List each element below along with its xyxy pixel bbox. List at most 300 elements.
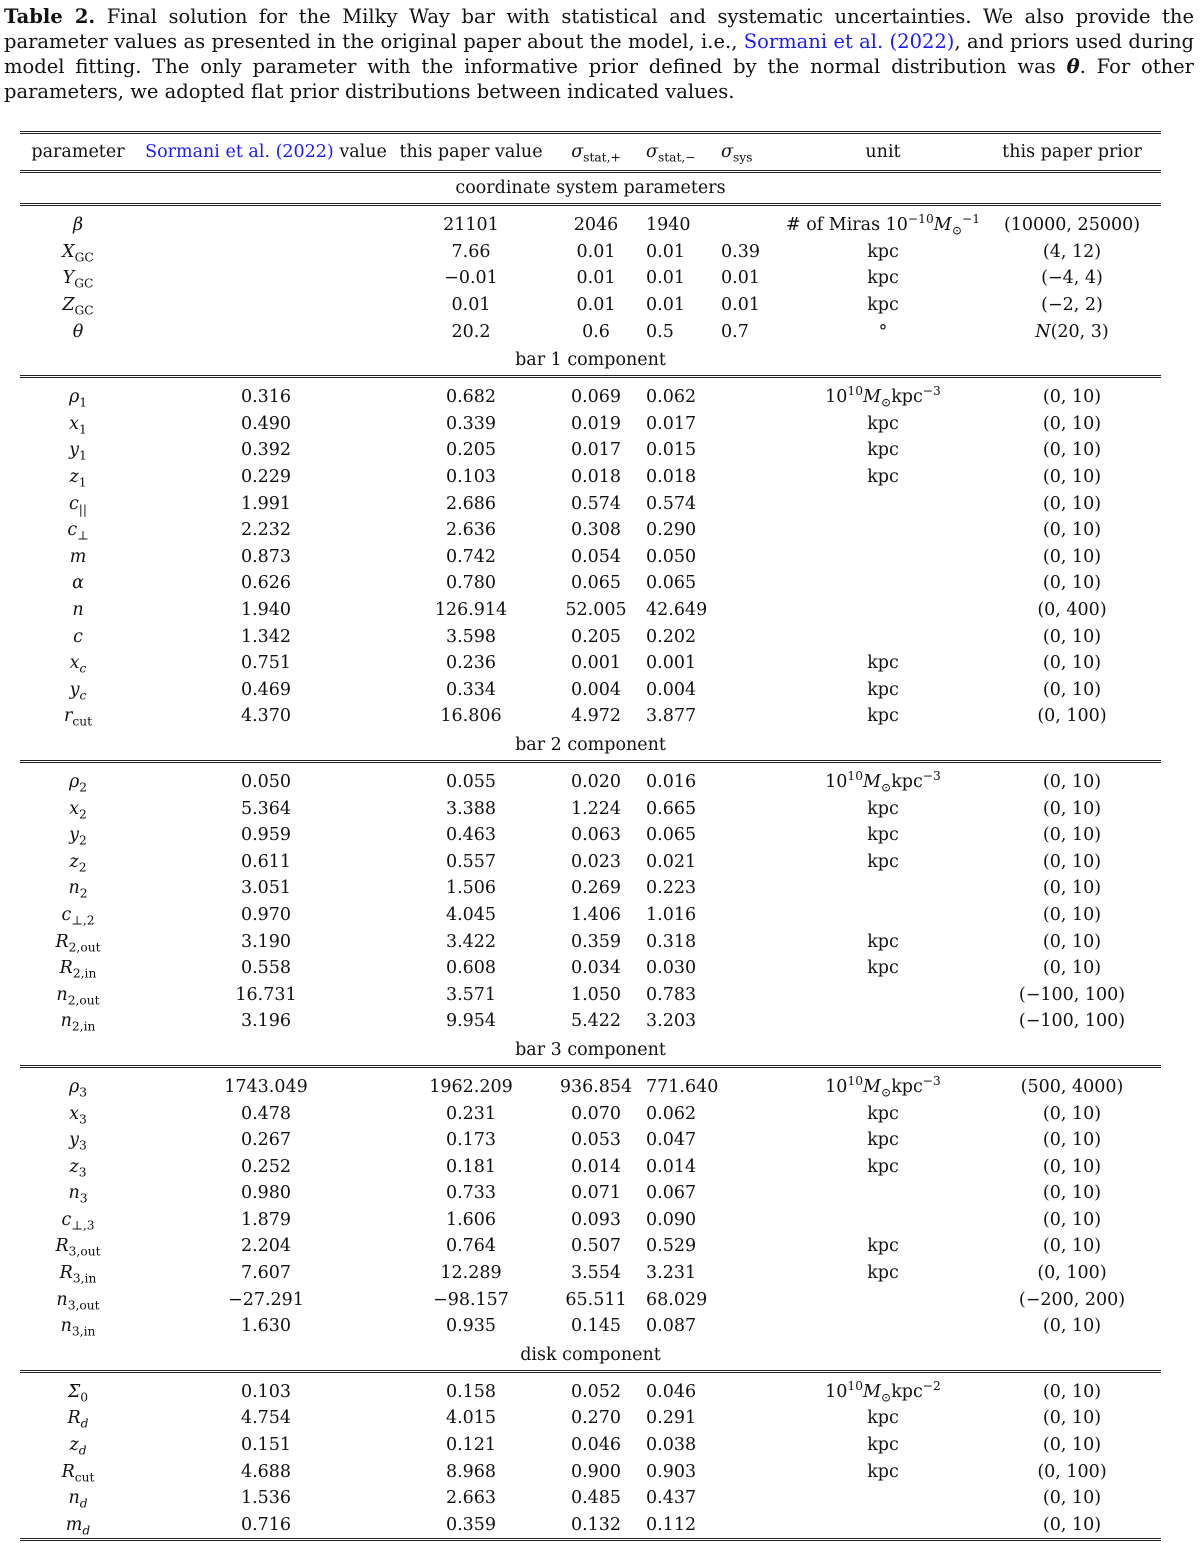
sigma-sys-cell [721, 1405, 783, 1432]
sigma-plus-cell: 52.005 [565, 600, 627, 621]
param-cell: $y_1$ [69, 440, 87, 463]
this-value-cell: 7.66 [451, 241, 491, 262]
sigma-sys-cell [721, 1008, 783, 1035]
sigma-sys-cell [721, 703, 783, 730]
sigma-sys-cell [721, 955, 783, 982]
table-row [20, 650, 1161, 677]
unit-cell: $10^{10}M_⊙kpc^{-3}$ [825, 769, 941, 795]
sigma-minus-cell: 0.046 [646, 1381, 697, 1402]
prior-cell: (0, 10) [1042, 958, 1102, 979]
unit-cell [783, 1008, 983, 1035]
sigma-sys-cell [721, 1432, 783, 1459]
param-cell: $r_{cut}$ [63, 706, 93, 729]
sormani-value-cell: 0.151 [240, 1435, 292, 1456]
sormani-value-cell: 1743.049 [224, 1076, 308, 1097]
param-cell: c [73, 626, 83, 647]
prior-cell: (0, 10) [1042, 1408, 1102, 1429]
sigma-minus-cell: 0.202 [646, 626, 697, 647]
table-row [20, 981, 1161, 1008]
sigma-minus-cell: 0.017 [646, 413, 697, 434]
param-cell: θ [72, 321, 84, 342]
sigma-plus-cell: 0.01 [576, 295, 616, 316]
prior-cell: (−2, 2) [1041, 295, 1103, 316]
table-row [20, 265, 1161, 292]
unit-cell: kpc [867, 851, 899, 872]
section-header [20, 730, 1161, 762]
header-sigma-sys: $\sigma_{sys}$ [721, 133, 783, 172]
table-body [20, 172, 1161, 1540]
prior-cell: (0, 10) [1042, 1156, 1102, 1177]
this-value-cell: 0.463 [445, 825, 497, 846]
table-row [20, 1180, 1161, 1207]
table-caption [4, 4, 1194, 104]
this-value-cell: 126.914 [434, 600, 508, 621]
this-value-cell: 0.733 [445, 1183, 497, 1204]
sigma-sys-cell [721, 1485, 783, 1512]
sigma-minus-cell: 1.016 [646, 904, 697, 925]
table-row [20, 1485, 1161, 1512]
prior-cell: (0, 100) [1037, 1263, 1107, 1284]
sormani-value-cell: 4.688 [240, 1461, 292, 1482]
sormani-value-cell [136, 318, 396, 345]
sigma-minus-cell: 0.038 [646, 1435, 697, 1456]
unit-cell: kpc [867, 295, 899, 316]
this-value-cell: 0.764 [445, 1236, 497, 1257]
sigma-plus-cell: 0.017 [570, 440, 622, 461]
param-cell: β [72, 215, 84, 236]
sigma-minus-cell: 0.015 [646, 440, 697, 461]
sigma-plus-cell: 65.511 [565, 1289, 627, 1310]
sormani-value-cell: 0.970 [240, 904, 292, 925]
sigma-minus-cell: 0.067 [646, 1183, 697, 1204]
this-value-cell: 21101 [443, 215, 499, 236]
this-value-cell: 0.055 [445, 771, 497, 792]
param-cell: $R_{cut}$ [61, 1461, 95, 1485]
sigma-minus-cell: 0.223 [646, 878, 697, 899]
param-cell: $z_1$ [69, 467, 87, 490]
table-row [20, 761, 1161, 795]
this-value-cell: 2.663 [445, 1488, 497, 1509]
unit-cell [783, 981, 983, 1008]
this-value-cell: 1962.209 [429, 1076, 513, 1097]
sigma-sys-cell: 0.01 [721, 295, 760, 316]
sormani-value-cell: 0.873 [240, 546, 292, 567]
sigma-plus-cell: 0.052 [570, 1381, 622, 1402]
sigma-sys-cell [721, 677, 783, 704]
sigma-plus-cell: 0.359 [570, 931, 622, 952]
sigma-plus-cell: 0.574 [570, 493, 622, 514]
prior-cell: (0, 10) [1042, 771, 1102, 792]
table-header-row [20, 133, 1161, 172]
unit-cell [783, 902, 983, 929]
param-cell: $R_{2,in}$ [59, 958, 97, 981]
unit-cell: kpc [867, 1103, 899, 1124]
table-row [20, 292, 1161, 319]
table-row [20, 677, 1161, 704]
param-cell: $c_{\perp,3}$ [61, 1209, 95, 1233]
sigma-plus-cell: 0.308 [570, 520, 622, 541]
sigma-plus-cell: 4.972 [570, 706, 622, 727]
sigma-minus-cell: 0.01 [646, 268, 685, 289]
unit-cell: kpc [867, 706, 899, 727]
sigma-sys-cell [721, 928, 783, 955]
sigma-minus-cell: 0.090 [646, 1209, 697, 1230]
sigma-minus-cell: 0.783 [646, 984, 697, 1005]
param-cell: $n_2$ [68, 878, 88, 901]
prior-cell: N(20, 3) [1035, 321, 1109, 342]
sigma-sys-cell [721, 623, 783, 650]
header-sigma-plus: $\sigma_{stat,+}$ [546, 133, 646, 172]
param-cell: $R_{3,in}$ [59, 1263, 97, 1286]
sigma-plus-cell: 0.001 [570, 653, 622, 674]
param-cell: $x_c$ [69, 653, 87, 676]
this-value-cell: 0.01 [451, 295, 491, 316]
table-row [20, 376, 1161, 410]
section-title: bar 1 component [20, 345, 1161, 377]
sigma-plus-cell: 0.020 [570, 771, 622, 792]
param-cell: $y_2$ [69, 825, 87, 848]
table-row [20, 1008, 1161, 1035]
param-cell: $z_2$ [69, 851, 87, 875]
header-sormani-suffix: value [333, 142, 387, 162]
sigma-plus-cell: 936.854 [559, 1076, 633, 1097]
sormani-value-cell: 1.940 [240, 600, 292, 621]
this-value-cell: 0.173 [445, 1130, 497, 1151]
table-row [20, 1432, 1161, 1459]
sigma-sys-cell [721, 1066, 783, 1100]
table-label: Table 2. [4, 5, 96, 28]
param-cell: $x_2$ [69, 798, 87, 822]
prior-cell: (0, 10) [1042, 931, 1102, 952]
this-value-cell: 0.121 [445, 1435, 497, 1456]
prior-cell: (0, 10) [1042, 520, 1102, 541]
table-row [20, 205, 1161, 239]
prior-cell: (0, 10) [1042, 1130, 1102, 1151]
this-value-cell: 12.289 [440, 1263, 502, 1284]
sigma-plus-cell: 0.6 [582, 321, 610, 342]
table-row [20, 570, 1161, 597]
param-cell: $\rho_1$ [68, 387, 88, 410]
unit-cell [783, 544, 983, 571]
sigma-minus-cell: 1940 [646, 215, 691, 236]
unit-cell [783, 597, 983, 624]
sigma-plus-cell: 0.018 [570, 467, 622, 488]
sormani-value-cell: 4.754 [240, 1408, 292, 1429]
sigma-minus-cell: 0.062 [646, 1103, 697, 1124]
sigma-plus-cell: 0.132 [570, 1514, 622, 1535]
this-value-cell: 0.608 [445, 958, 497, 979]
param-cell: $n_d$ [68, 1488, 88, 1511]
unit-cell: kpc [867, 679, 899, 700]
citation-link[interactable]: Sormani et al. (2022) [743, 30, 955, 53]
this-value-cell: 0.236 [445, 653, 497, 674]
unit-cell [783, 875, 983, 902]
sigma-minus-cell: 3.203 [646, 1011, 697, 1032]
param-cell: $n_3$ [68, 1183, 88, 1206]
header-prior: this paper prior [983, 133, 1161, 172]
table-row [20, 1207, 1161, 1234]
sormani-value-cell: −27.291 [228, 1289, 304, 1310]
prior-cell: (0, 10) [1042, 1209, 1102, 1230]
prior-cell: (0, 10) [1042, 904, 1102, 925]
sigma-plus-cell: 3.554 [570, 1263, 622, 1284]
sigma-plus-cell: 0.270 [570, 1408, 622, 1429]
this-value-cell: 3.388 [445, 798, 497, 819]
sigma-plus-cell: 0.507 [570, 1236, 622, 1257]
sormani-value-cell: 0.469 [240, 679, 292, 700]
sigma-sys-cell [721, 1371, 783, 1405]
sigma-minus-cell: 0.030 [646, 958, 697, 979]
param-cell: $\rho_2$ [68, 771, 88, 795]
prior-cell: (0, 10) [1042, 1183, 1102, 1204]
unit-cell [783, 1180, 983, 1207]
sormani-value-cell: 0.478 [240, 1103, 292, 1124]
this-value-cell: 1.506 [445, 878, 497, 899]
unit-cell [783, 517, 983, 544]
sormani-value-cell: 1.991 [240, 493, 292, 514]
header-sormani [136, 133, 396, 172]
sormani-value-cell: 0.252 [240, 1156, 292, 1177]
sigma-minus-cell: 0.047 [646, 1130, 697, 1151]
section-title: bar 2 component [20, 730, 1161, 762]
this-value-cell: −0.01 [444, 268, 498, 289]
unit-cell: kpc [867, 440, 899, 461]
this-value-cell: 0.231 [445, 1103, 497, 1124]
this-value-cell: 2.686 [445, 493, 497, 514]
table-row [20, 1405, 1161, 1432]
unit-cell: $10^{10}M_⊙kpc^{-3}$ [825, 1074, 941, 1100]
table-row [20, 1286, 1161, 1313]
table-row [20, 1260, 1161, 1287]
sigma-sys-cell [721, 1153, 783, 1180]
param-cell: $n_{2,in}$ [60, 1011, 96, 1034]
sormani-value-cell: 0.490 [240, 413, 292, 434]
sigma-plus-cell: 0.01 [576, 268, 616, 289]
table-row [20, 1233, 1161, 1260]
sormani-value-cell: 1.342 [240, 626, 292, 647]
this-value-cell: 0.742 [445, 546, 497, 567]
sigma-sys-cell [721, 411, 783, 438]
table-row [20, 1313, 1161, 1340]
section-header [20, 345, 1161, 377]
header-sormani-cite[interactable]: Sormani et al. (2022) [145, 142, 334, 162]
prior-cell: (0, 100) [1037, 706, 1107, 727]
this-value-cell: 2.636 [445, 520, 497, 541]
header-parameter: parameter [20, 133, 136, 172]
sigma-sys-cell [721, 1458, 783, 1485]
prior-cell: (−200, 200) [1018, 1289, 1126, 1310]
this-value-cell: −98.157 [433, 1289, 509, 1310]
prior-cell: (0, 100) [1037, 1461, 1107, 1482]
sigma-sys-cell [721, 981, 783, 1008]
unit-cell [783, 1286, 983, 1313]
section-header [20, 172, 1161, 205]
sigma-minus-cell: 0.903 [646, 1461, 697, 1482]
this-value-cell: 4.045 [445, 904, 497, 925]
sigma-plus-cell: 1.050 [570, 984, 622, 1005]
sigma-plus-cell: 0.019 [570, 413, 622, 434]
table-row [20, 437, 1161, 464]
this-value-cell: 20.2 [451, 321, 491, 342]
param-cell: α [72, 573, 84, 594]
prior-cell: (0, 10) [1042, 1435, 1102, 1456]
unit-cell [783, 1207, 983, 1234]
unit-cell: kpc [867, 825, 899, 846]
prior-cell: (0, 10) [1042, 878, 1102, 899]
sigma-plus-cell: 0.900 [570, 1461, 622, 1482]
sigma-plus-cell: 0.023 [570, 851, 622, 872]
this-value-cell: 3.598 [445, 626, 497, 647]
param-cell: $n_{3,out}$ [56, 1289, 100, 1313]
param-cell: $\rho_3$ [68, 1076, 88, 1100]
sigma-sys-cell [721, 822, 783, 849]
unit-cell: $10^{10}M_⊙kpc^{-3}$ [825, 384, 941, 410]
sigma-plus-cell: 0.054 [570, 546, 622, 567]
prior-cell: (0, 10) [1042, 387, 1102, 408]
sigma-sys-cell [721, 1127, 783, 1154]
sigma-sys-cell [721, 902, 783, 929]
sigma-sys-cell [721, 650, 783, 677]
sigma-minus-cell: 0.004 [646, 679, 697, 700]
param-cell: $n_{3,in}$ [60, 1316, 96, 1339]
sigma-minus-cell: 0.050 [646, 546, 697, 567]
sigma-minus-cell: 0.001 [646, 653, 697, 674]
sigma-minus-cell: 0.437 [646, 1488, 697, 1509]
prior-cell: (0, 10) [1042, 493, 1102, 514]
sigma-sys-cell [721, 875, 783, 902]
section-title: bar 3 component [20, 1035, 1161, 1067]
sormani-value-cell: 1.630 [240, 1316, 292, 1337]
sigma-plus-cell: 0.065 [570, 573, 622, 594]
table-row [20, 928, 1161, 955]
prior-cell: (0, 10) [1042, 825, 1102, 846]
header-sigma-minus: $\sigma_{stat,-}$ [646, 133, 721, 172]
prior-cell: (0, 10) [1042, 573, 1102, 594]
unit-cell: kpc [867, 1461, 899, 1482]
unit-cell: kpc [867, 241, 899, 262]
prior-cell: (0, 10) [1042, 1514, 1102, 1535]
sigma-minus-cell: 0.065 [646, 573, 697, 594]
sigma-plus-cell: 0.01 [576, 241, 616, 262]
sormani-value-cell: 2.204 [240, 1236, 292, 1257]
unit-cell: kpc [867, 268, 899, 289]
sormani-value-cell: 3.190 [240, 931, 292, 952]
sigma-plus-cell: 0.004 [570, 679, 622, 700]
param-cell: $z_d$ [69, 1435, 87, 1458]
param-cell: $c_{||}$ [68, 493, 88, 517]
sigma-sys-cell [721, 761, 783, 795]
sormani-value-cell: 3.196 [240, 1011, 292, 1032]
sormani-value-cell: 1.536 [240, 1488, 292, 1509]
prior-cell: (−100, 100) [1018, 1011, 1126, 1032]
sigma-plus-cell: 0.034 [570, 958, 622, 979]
table-row [20, 464, 1161, 491]
sigma-minus-cell: 0.112 [646, 1514, 697, 1535]
prior-cell: (0, 10) [1042, 467, 1102, 488]
this-value-cell: 0.158 [445, 1381, 497, 1402]
prior-cell: (0, 10) [1042, 1381, 1102, 1402]
this-value-cell: 0.682 [445, 387, 497, 408]
prior-cell: (0, 10) [1042, 1236, 1102, 1257]
sigma-minus-cell: 68.029 [646, 1289, 708, 1310]
sormani-value-cell [136, 292, 396, 319]
section-header [20, 1340, 1161, 1372]
unit-cell [783, 1512, 983, 1540]
prior-cell: (0, 10) [1042, 653, 1102, 674]
sigma-plus-cell: 0.205 [570, 626, 622, 647]
this-value-cell: 4.015 [445, 1408, 497, 1429]
unit-cell: kpc [867, 1130, 899, 1151]
sormani-value-cell: 3.051 [240, 878, 292, 899]
prior-cell: (0, 10) [1042, 1488, 1102, 1509]
param-cell: $y_c$ [69, 679, 87, 703]
param-cell: $m_d$ [65, 1514, 91, 1538]
sigma-sys-cell [721, 1313, 783, 1340]
unit-cell: kpc [867, 413, 899, 434]
table-row [20, 955, 1161, 982]
sigma-sys-cell [721, 1260, 783, 1287]
sormani-value-cell [136, 265, 396, 292]
sigma-minus-cell: 0.062 [646, 387, 697, 408]
unit-cell: kpc [867, 1263, 899, 1284]
sigma-plus-cell: 0.269 [570, 878, 622, 899]
table-row [20, 1153, 1161, 1180]
sormani-value-cell: 0.392 [240, 440, 292, 461]
table-row [20, 239, 1161, 266]
table-row [20, 318, 1161, 345]
unit-cell: kpc [867, 1156, 899, 1177]
prior-cell: (0, 10) [1042, 798, 1102, 819]
param-cell: $R_{3,out}$ [55, 1236, 101, 1259]
sigma-plus-cell: 0.145 [570, 1316, 622, 1337]
sigma-plus-cell: 0.063 [570, 825, 622, 846]
table-row [20, 1458, 1161, 1485]
sormani-value-cell: 0.229 [240, 467, 292, 488]
this-value-cell: 0.780 [445, 573, 497, 594]
sigma-minus-cell: 0.291 [646, 1408, 697, 1429]
section-title: coordinate system parameters [20, 172, 1161, 205]
sigma-minus-cell: 0.5 [646, 321, 674, 342]
sigma-plus-cell: 0.069 [570, 387, 622, 408]
sigma-minus-cell: 0.290 [646, 520, 697, 541]
unit-cell [783, 623, 983, 650]
sigma-minus-cell: 3.877 [646, 706, 697, 727]
sigma-sys-cell [721, 1286, 783, 1313]
param-cell: $n_{2,out}$ [56, 984, 100, 1008]
prior-cell: (0, 400) [1037, 600, 1107, 621]
sigma-minus-cell: 771.640 [646, 1076, 719, 1097]
sigma-sys-cell [721, 464, 783, 491]
sigma-minus-cell: 0.021 [646, 851, 697, 872]
sigma-sys-cell [721, 1180, 783, 1207]
sigma-minus-cell: 0.016 [646, 771, 697, 792]
prior-cell: (10000, 25000) [1003, 215, 1141, 236]
sormani-value-cell: 5.364 [240, 798, 292, 819]
sigma-sys-cell [721, 1233, 783, 1260]
table-row [20, 411, 1161, 438]
sigma-plus-cell: 0.070 [570, 1103, 622, 1124]
sigma-minus-cell: 0.574 [646, 493, 697, 514]
param-cell: $Y_{GC}$ [62, 268, 94, 291]
sormani-value-cell: 0.267 [240, 1130, 292, 1151]
this-value-cell: 8.968 [445, 1461, 497, 1482]
prior-cell: (−100, 100) [1018, 984, 1126, 1005]
sormani-value-cell: 7.607 [240, 1263, 292, 1284]
prior-cell: (−4, 4) [1041, 268, 1103, 289]
param-cell: $z_3$ [69, 1156, 87, 1180]
sigma-plus-cell: 0.093 [570, 1209, 622, 1230]
sigma-minus-cell: 42.649 [646, 600, 708, 621]
